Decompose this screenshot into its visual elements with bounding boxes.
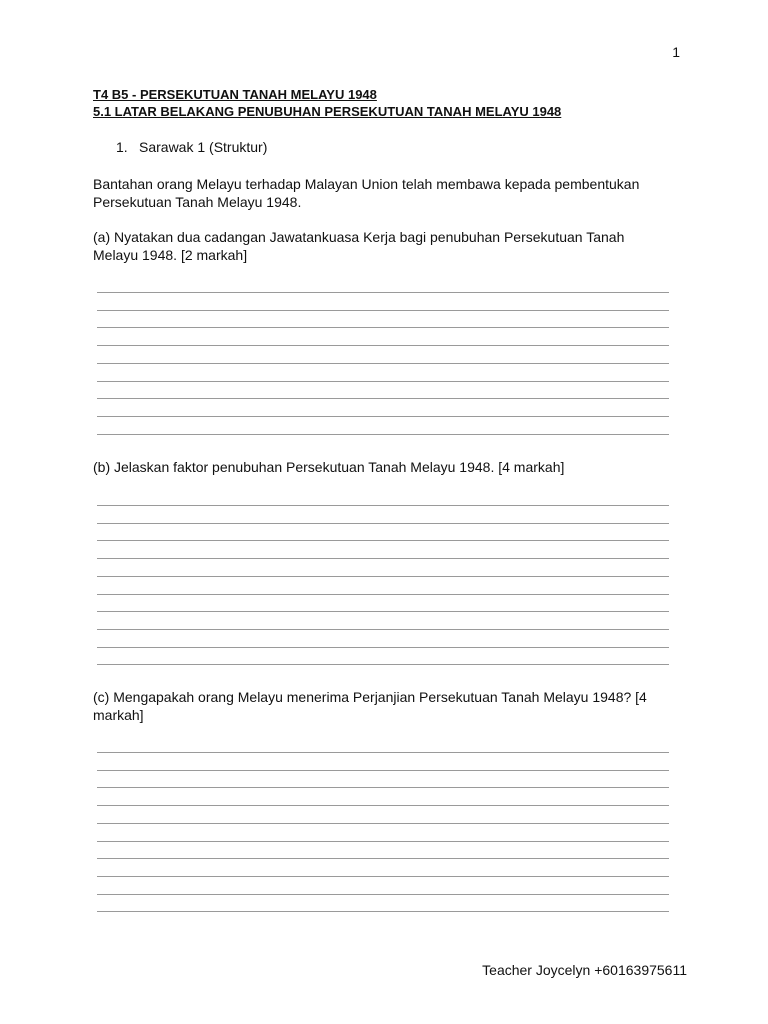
- answer-line[interactable]: [97, 876, 669, 877]
- worksheet-title: T4 B5 - PERSEKUTUAN TANAH MELAYU 1948: [93, 87, 377, 102]
- answer-line[interactable]: [97, 664, 669, 665]
- answer-line[interactable]: [97, 594, 669, 595]
- answer-line[interactable]: [97, 523, 669, 524]
- question-list-item: [116, 139, 267, 155]
- answer-line[interactable]: [97, 434, 669, 435]
- answer-line[interactable]: [97, 576, 669, 577]
- footer-contact: Teacher Joycelyn +60163975611: [482, 962, 687, 978]
- answer-line[interactable]: [97, 894, 669, 895]
- answer-line[interactable]: [97, 558, 669, 559]
- answer-line[interactable]: [97, 629, 669, 630]
- answer-line[interactable]: [97, 787, 669, 788]
- intro-paragraph: Bantahan orang Melayu terhadap Malayan Union telah membawa kepada pembentukan Persekutuan Tanah Melayu 1948.: [93, 176, 640, 210]
- answer-line[interactable]: [97, 647, 669, 648]
- page-number: 1: [672, 44, 680, 60]
- answer-line[interactable]: [97, 292, 669, 293]
- answer-line[interactable]: [97, 823, 669, 824]
- question-c-text: (c) Mengapakah orang Melayu menerima Perjanjian Persekutuan Tanah Melayu 1948? [4 markah]: [93, 689, 647, 723]
- answer-line[interactable]: [97, 327, 669, 328]
- answer-lines-a[interactable]: [97, 292, 669, 452]
- worksheet-subtitle: 5.1 LATAR BELAKANG PENUBUHAN PERSEKUTUAN TANAH MELAYU 1948: [93, 104, 562, 119]
- answer-lines-c[interactable]: [97, 752, 669, 912]
- question-b-text: (b) Jelaskan faktor penubuhan Persekutuan Tanah Melayu 1948. [4 markah]: [93, 459, 565, 475]
- answer-line[interactable]: [97, 363, 669, 364]
- answer-line[interactable]: [97, 911, 669, 912]
- answer-line[interactable]: [97, 611, 669, 612]
- answer-line[interactable]: [97, 841, 669, 842]
- answer-line[interactable]: [97, 398, 669, 399]
- answer-lines-b[interactable]: [97, 505, 669, 665]
- answer-line[interactable]: [97, 770, 669, 771]
- question-number: 1.: [116, 139, 128, 155]
- answer-line[interactable]: [97, 805, 669, 806]
- answer-line[interactable]: [97, 416, 669, 417]
- answer-line[interactable]: [97, 858, 669, 859]
- answer-line[interactable]: [97, 540, 669, 541]
- answer-line[interactable]: [97, 381, 669, 382]
- answer-line[interactable]: [97, 752, 669, 753]
- question-a-text: (a) Nyatakan dua cadangan Jawatankuasa Kerja bagi penubuhan Persekutuan Tanah Melayu 1948. [2 markah]: [93, 229, 625, 263]
- answer-line[interactable]: [97, 505, 669, 506]
- answer-line[interactable]: [97, 310, 669, 311]
- answer-line[interactable]: [97, 345, 669, 346]
- question-label: Sarawak 1 (Struktur): [139, 139, 268, 155]
